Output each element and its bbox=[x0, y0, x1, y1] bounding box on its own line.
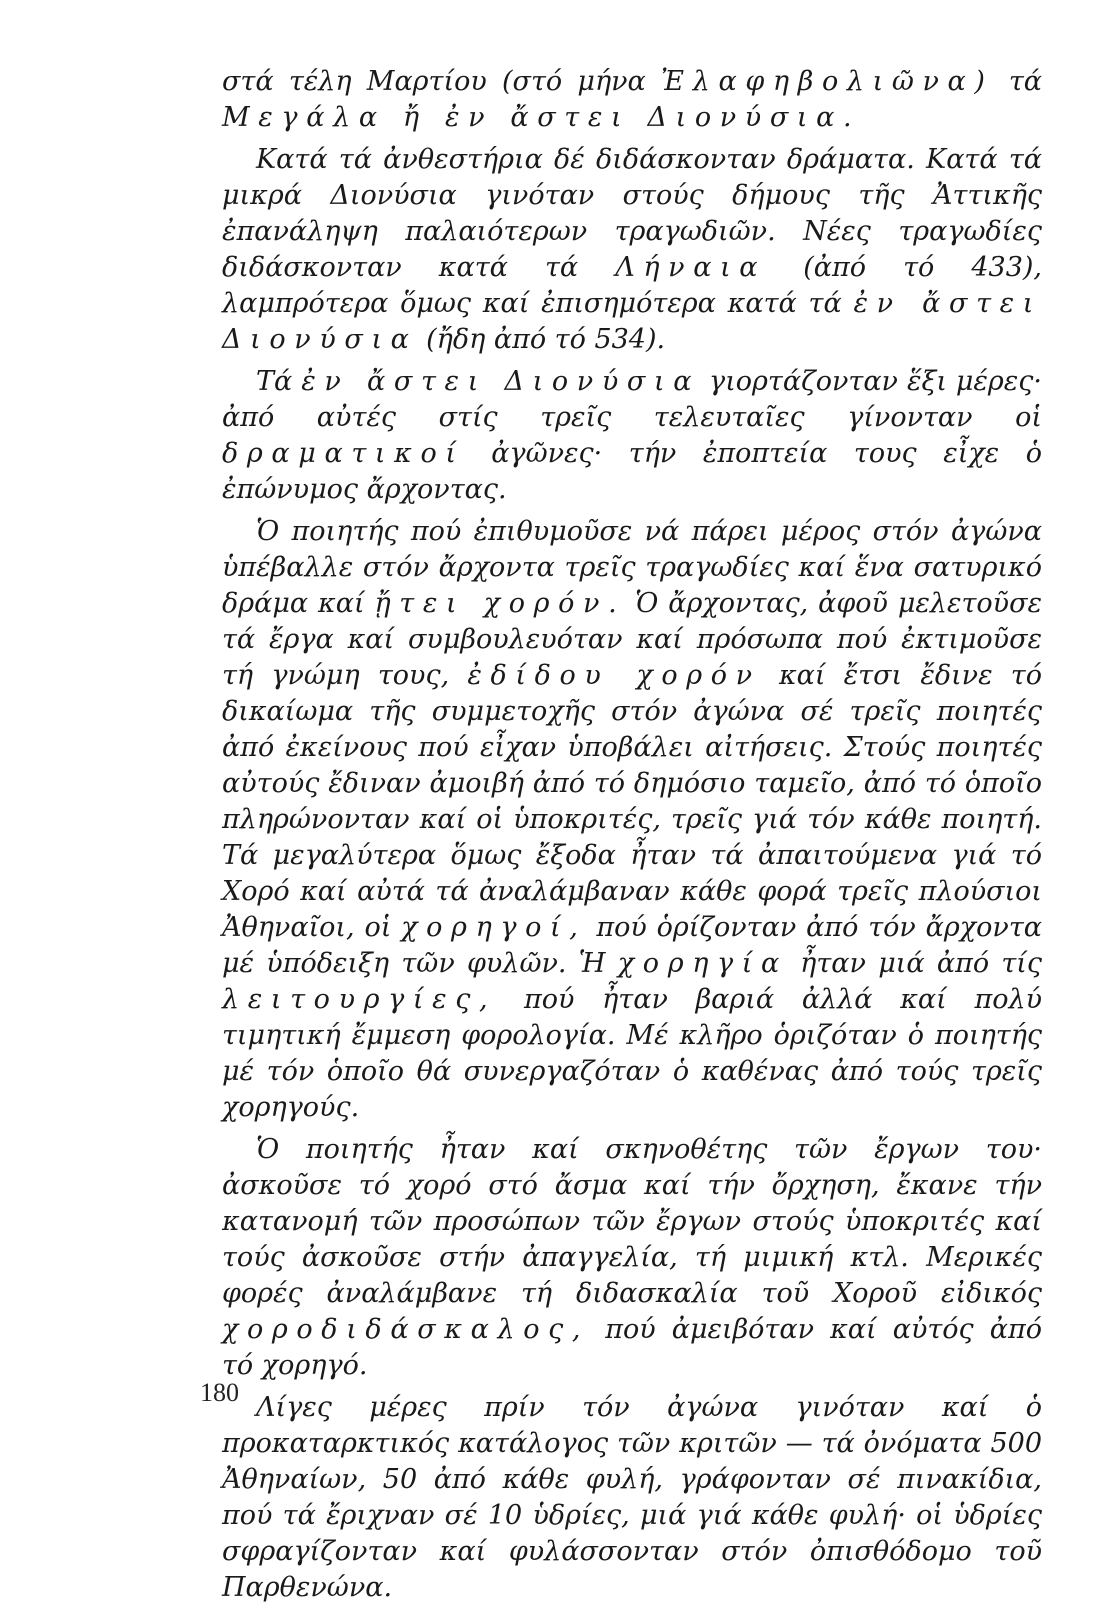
text-run: Ὁ ποιητής πού ἐπιθυμοῦσε νά πάρει μέρος στόν ἀγώνα ὑπέβαλλε στόν ἄρχοντα τρεῖς τραγωδίες καί ἕνα σατυρικό δράμα καί bbox=[222, 516, 1042, 619]
text-run: Λίγες μέρες πρίν τόν ἀγώνα γινόταν καί ὁ προκαταρκτικός κατάλογος τῶν κριτῶν — τά ὀνόματα 500 Ἀθηναίων, 50 ἀπό κάθε φυλή, γράφονταν σέ πινακίδια, πού τά ἔριχναν σέ 10 ὑδρίες, μιά γιά κάθε φυλή· οἱ ὑδρίες σφραγίζονταν καί φυλάσσονταν στόν ὀπισθόδομο τοῦ Παρθενώνα. bbox=[222, 1392, 1042, 1603]
text-run: γιορτάζονταν ἕξι μέρες· ἀπό αὐτές στίς τρεῖς τελευταῖες γίνονταν οἱ bbox=[222, 366, 1042, 433]
spaced-term: χοροδιδάσκαλος, bbox=[222, 1314, 590, 1345]
text-run: Κατά τά ἀνθεστήρια δέ διδάσκονταν δράματα. Κατά τά μικρά Διονύσια γινόταν στούς δήμους τῆς Ἀττικῆς ἐπανάληψη παλαιότερων τραγωδιῶν. Νέες τραγωδίες διδάσκονταν κατά τά bbox=[222, 144, 1042, 283]
text-run: Ὁ ποιητής ἦταν καί σκηνοθέτης τῶν ἔργων του· ἀσκοῦσε τό χορό στό ἄσμα καί τήν ὄρχηση, ἔκανε τήν κατανομή τῶν προσώπων τῶν ἔργων στούς ὑποκριτές καί τούς ἀσκοῦσε στήν ἀπαγγελία, τή μιμική κτλ. Μερικές φορές ἀναλάμβανε τή διδασκαλία τοῦ Χοροῦ εἰδικός bbox=[222, 1134, 1042, 1309]
spaced-term: χορηγοί, bbox=[401, 912, 587, 943]
spaced-term: χορηγία bbox=[617, 948, 788, 979]
spaced-term: δραματικοί bbox=[222, 438, 465, 469]
text-run: πού ἦταν βαριά ἀλλά καί πολύ τιμητική ἔμμεση φορολογία. Μέ κλῆρο ὁριζόταν ὁ ποιητής μέ τόν ὁποῖο θά συνεργαζόταν ὁ καθένας ἀπό τούς τρεῖς χορηγούς. bbox=[222, 984, 1042, 1123]
spaced-term: λειτουργίες, bbox=[222, 984, 497, 1015]
text-run: ἦταν μιά ἀπό τίς bbox=[787, 948, 1042, 979]
spaced-term: Μεγάλα ἤ ἐν ἄστει Διονύσια. bbox=[222, 102, 861, 133]
body-text bbox=[222, 64, 1042, 1612]
text-run: (ἤδη ἀπό τό 534). bbox=[417, 324, 666, 355]
spaced-term: ἐδίδου χορόν bbox=[467, 660, 761, 691]
page-number: 180 bbox=[200, 1378, 239, 1407]
paragraph-3 bbox=[222, 364, 1042, 508]
text-run: τά bbox=[993, 66, 1042, 97]
spaced-term: Λήναια bbox=[615, 252, 767, 283]
text-run: πού ἀμειβόταν καί αὐτός ἀπό τό χορηγό. bbox=[222, 1314, 1042, 1381]
text-run: Ὁ ἄρχοντας, ἀφοῦ μελετοῦσε τά ἔργα καί συμβουλευόταν καί πρόσωπα πού ἐκτιμοῦσε τή γνώμη τους, bbox=[222, 588, 1042, 691]
spaced-term: ᾔτει χορόν. bbox=[374, 588, 626, 619]
spaced-term: ἐν ἄστει Διονύσια bbox=[222, 288, 1042, 355]
spaced-term: Ἐλαφηβολιῶνα) bbox=[661, 66, 994, 97]
paragraph-4 bbox=[222, 514, 1042, 1126]
text-run: (ἀπό τό 433), λαμπρότερα ὅμως καί ἐπισημότερα κατά τά bbox=[222, 252, 1042, 319]
text-run: στά τέλη Μαρτίου (στό μήνα bbox=[222, 66, 662, 97]
paragraph-6 bbox=[222, 1390, 1042, 1606]
text-run: καί ἔτσι ἔδινε τό δικαίωμα τῆς συμμετοχῆς στόν ἀγώνα σέ τρεῖς ποιητές ἀπό ἐκείνους πού εἶχαν ὑποβάλει αἰτήσεις. Στούς ποιητές αὐτούς ἔδιναν ἀμοιβή ἀπό τό δημόσιο ταμεῖο, ἀπό τό ὁποῖο πληρώνονταν καί οἱ ὑποκριτές, τρεῖς γιά τόν κάθε ποιητή. Τά μεγαλύτερα ὅμως ἔξοδα ἦταν τά ἀπαιτούμενα γιά τό Χορό καί αὐτά τά ἀναλάμβαναν κάθε φορά τρεῖς πλούσιοι Ἀθηναῖοι, οἱ bbox=[222, 660, 1042, 943]
text-run: ἀγῶνες· τήν ἐποπτεία τους εἶχε ὁ ἐπώνυμος ἄρχοντας. bbox=[222, 438, 1042, 505]
paragraph-1 bbox=[222, 64, 1042, 136]
paragraph-2 bbox=[222, 142, 1042, 358]
text-run: πού ὁρίζονταν ἀπό τόν ἄρχοντα μέ ὑπόδειξη τῶν φυλῶν. Ἡ bbox=[222, 912, 1042, 979]
paragraph-5 bbox=[222, 1132, 1042, 1384]
spaced-term: ἐν ἄστει Διονύσια bbox=[301, 366, 701, 397]
text-run: Τά bbox=[256, 366, 302, 397]
